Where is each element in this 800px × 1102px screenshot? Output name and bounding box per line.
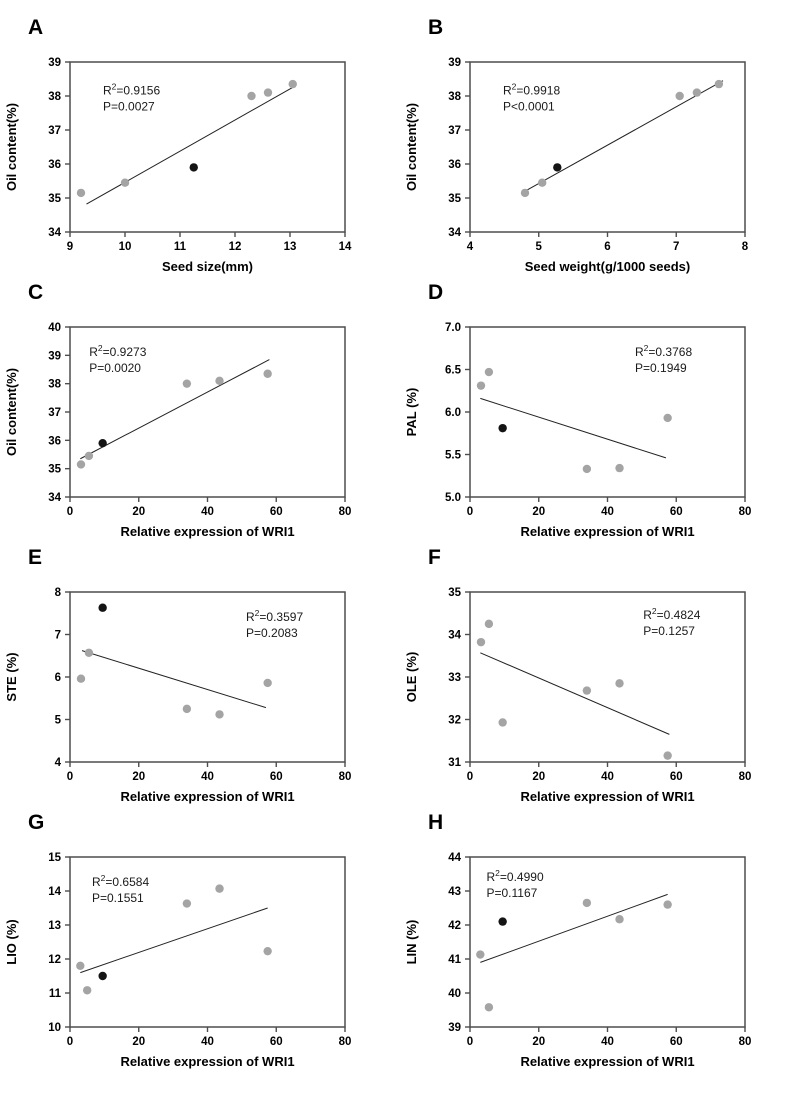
y-tick-label: 35 xyxy=(448,193,461,205)
x-axis-title: Relative expression of WRI1 xyxy=(120,1054,295,1069)
scatter-chart-D xyxy=(400,305,800,542)
data-point-black xyxy=(498,424,506,432)
data-point-gray xyxy=(538,179,546,187)
x-tick-label: 4 xyxy=(466,241,474,253)
x-tick-label: 60 xyxy=(269,771,283,783)
y-tick-label: 40 xyxy=(48,322,61,334)
x-axis-title: Seed weight(g/1000 seeds) xyxy=(524,259,691,274)
panel-letter: C xyxy=(28,281,44,304)
plot-frame xyxy=(470,592,745,762)
y-tick-label: 36 xyxy=(448,159,461,171)
x-axis-title: Relative expression of WRI1 xyxy=(120,789,295,804)
panel-letter: H xyxy=(428,811,444,834)
data-point-gray xyxy=(477,381,485,389)
data-point-black xyxy=(190,163,198,171)
x-tick-label: 40 xyxy=(201,771,214,783)
p-value-annotation: P=0.1949 xyxy=(635,360,687,375)
y-tick-label: 6.0 xyxy=(445,407,461,419)
data-point-gray xyxy=(615,915,623,923)
data-point-gray xyxy=(263,370,271,378)
x-tick-label: 80 xyxy=(338,771,352,783)
data-point-gray xyxy=(583,686,591,694)
panel-letter: E xyxy=(28,546,43,569)
y-tick-label: 36 xyxy=(48,435,61,448)
panel-letter: D xyxy=(428,281,444,304)
data-point-gray xyxy=(289,80,297,88)
x-tick-label: 6 xyxy=(604,241,611,253)
data-point-gray xyxy=(215,377,223,385)
x-tick-label: 80 xyxy=(738,771,752,783)
x-tick-label: 12 xyxy=(228,241,242,253)
data-point-gray xyxy=(183,899,191,907)
x-tick-label: 7 xyxy=(673,241,680,253)
y-tick-label: 37 xyxy=(448,125,461,137)
panel-H xyxy=(400,807,800,1072)
data-point-gray xyxy=(715,80,723,88)
x-tick-label: 9 xyxy=(66,241,74,253)
y-tick-label: 35 xyxy=(48,463,61,476)
x-tick-label: 40 xyxy=(601,506,614,518)
y-tick-label: 4 xyxy=(54,757,61,769)
y-tick-label: 36 xyxy=(48,159,61,171)
r-squared-annotation: $R^2=0.9156$ xyxy=(103,81,161,98)
data-point-gray xyxy=(663,900,671,908)
x-tick-label: 5 xyxy=(535,241,542,253)
data-point-gray xyxy=(485,1003,493,1011)
panel-F xyxy=(400,542,800,807)
y-tick-label: 44 xyxy=(448,852,461,864)
panel-B xyxy=(400,12,800,277)
data-point-gray xyxy=(83,986,91,994)
y-tick-label: 37 xyxy=(48,407,61,419)
p-value-annotation: P=0.1257 xyxy=(643,624,695,639)
panel-A xyxy=(0,12,400,277)
y-tick-label: 34 xyxy=(448,227,461,239)
y-tick-label: 7 xyxy=(54,629,61,642)
x-tick-label: 40 xyxy=(201,506,214,518)
data-point-gray xyxy=(77,189,85,197)
y-axis-title: Oil content(%) xyxy=(4,102,19,192)
x-axis-title: Relative expression of WRI1 xyxy=(520,524,695,539)
y-tick-label: 15 xyxy=(48,852,61,864)
y-axis-title: LIO (%) xyxy=(4,919,19,965)
y-tick-label: 43 xyxy=(448,886,461,898)
data-point-gray xyxy=(583,899,591,907)
data-point-gray xyxy=(583,465,591,473)
panel-C xyxy=(0,277,400,542)
data-point-black xyxy=(98,604,106,612)
x-tick-label: 0 xyxy=(66,1036,74,1048)
x-tick-label: 8 xyxy=(741,241,749,253)
data-point-gray xyxy=(263,679,271,687)
x-tick-label: 20 xyxy=(132,506,146,518)
plot-frame xyxy=(70,592,345,762)
scatter-chart-H xyxy=(400,835,800,1072)
data-point-gray xyxy=(77,460,85,468)
y-tick-label: 12 xyxy=(48,954,61,966)
data-point-gray xyxy=(183,705,191,713)
y-axis-title: OLE (%) xyxy=(404,651,419,703)
panel-G xyxy=(0,807,400,1072)
panel-letter: G xyxy=(28,811,45,834)
data-point-gray xyxy=(85,649,93,657)
p-value-annotation: P=0.0020 xyxy=(89,360,141,375)
y-axis-title: STE (%) xyxy=(4,652,19,702)
data-point-gray xyxy=(485,620,493,628)
p-value-annotation: P=0.1551 xyxy=(92,890,144,905)
x-tick-label: 13 xyxy=(283,241,297,253)
y-tick-label: 33 xyxy=(448,672,461,684)
y-tick-label: 13 xyxy=(48,920,61,932)
x-axis-title: Relative expression of WRI1 xyxy=(120,524,295,539)
p-value-annotation: P<0.0001 xyxy=(503,99,555,114)
y-axis-title: LIN (%) xyxy=(404,919,419,965)
data-point-gray xyxy=(85,452,93,460)
x-tick-label: 80 xyxy=(338,1036,352,1048)
x-tick-label: 10 xyxy=(118,241,132,253)
data-point-gray xyxy=(215,884,223,892)
data-point-gray xyxy=(264,88,272,96)
r-squared-annotation: $R^2=0.9918$ xyxy=(503,81,561,98)
data-point-gray xyxy=(215,710,223,718)
x-tick-label: 40 xyxy=(601,1036,614,1048)
x-tick-label: 60 xyxy=(669,771,683,783)
r-squared-annotation: $R^2=0.3597$ xyxy=(246,607,304,624)
data-point-gray xyxy=(615,679,623,687)
y-axis-title: Oil content(%) xyxy=(404,102,419,192)
data-point-gray xyxy=(183,379,191,387)
y-tick-label: 38 xyxy=(48,378,61,391)
y-tick-label: 39 xyxy=(448,57,461,69)
x-tick-label: 14 xyxy=(338,241,352,253)
data-point-gray xyxy=(476,950,484,958)
x-tick-label: 60 xyxy=(269,506,283,518)
panel-letter: A xyxy=(28,16,44,39)
y-axis-title: PAL (%) xyxy=(404,387,419,437)
y-tick-label: 5 xyxy=(54,714,61,727)
x-tick-label: 20 xyxy=(132,771,146,783)
scatter-chart-E xyxy=(0,570,400,807)
x-tick-label: 40 xyxy=(201,1036,214,1048)
x-axis-title: Relative expression of WRI1 xyxy=(520,1054,695,1069)
y-tick-label: 37 xyxy=(48,125,61,137)
data-point-gray xyxy=(663,414,671,422)
y-tick-label: 5.5 xyxy=(445,449,461,462)
r-squared-annotation: $R^2=0.4824$ xyxy=(643,606,701,623)
x-tick-label: 0 xyxy=(66,506,74,518)
data-point-gray xyxy=(76,962,84,970)
p-value-annotation: P=0.0027 xyxy=(103,99,155,114)
x-tick-label: 0 xyxy=(466,771,474,783)
regression-line xyxy=(480,653,669,735)
x-tick-label: 20 xyxy=(532,506,546,518)
x-axis-title: Seed size(mm) xyxy=(161,259,254,274)
scatter-chart-F xyxy=(400,570,800,807)
regression-line xyxy=(480,894,667,962)
data-point-gray xyxy=(77,675,85,683)
data-point-gray xyxy=(477,638,485,646)
data-point-gray xyxy=(247,92,255,100)
r-squared-annotation: $R^2=0.6584$ xyxy=(92,872,150,889)
y-tick-label: 11 xyxy=(48,988,61,1000)
y-tick-label: 8 xyxy=(54,587,61,599)
x-tick-label: 60 xyxy=(269,1036,283,1048)
x-tick-label: 60 xyxy=(669,1036,683,1048)
data-point-gray xyxy=(485,368,493,376)
regression-line xyxy=(82,651,266,708)
x-tick-label: 80 xyxy=(338,506,352,518)
x-tick-label: 0 xyxy=(466,1036,474,1048)
y-tick-label: 39 xyxy=(48,57,61,69)
x-axis-title: Relative expression of WRI1 xyxy=(520,789,695,804)
data-point-black xyxy=(498,917,506,925)
x-tick-label: 80 xyxy=(738,506,752,518)
x-tick-label: 11 xyxy=(173,241,187,253)
x-tick-label: 40 xyxy=(601,771,614,783)
data-point-black xyxy=(553,163,561,171)
data-point-black xyxy=(98,439,106,447)
y-tick-label: 7.0 xyxy=(445,322,461,334)
scatter-chart-A xyxy=(0,40,400,277)
r-squared-annotation: $R^2=0.4990$ xyxy=(486,867,544,884)
y-tick-label: 35 xyxy=(48,193,61,205)
y-tick-label: 39 xyxy=(448,1022,461,1034)
y-tick-label: 38 xyxy=(48,91,61,103)
y-tick-label: 6 xyxy=(54,672,61,684)
y-tick-label: 10 xyxy=(48,1022,61,1034)
panel-E xyxy=(0,542,400,807)
y-tick-label: 38 xyxy=(448,91,461,103)
p-value-annotation: P=0.2083 xyxy=(246,625,298,640)
x-tick-label: 60 xyxy=(669,506,683,518)
y-tick-label: 40 xyxy=(448,988,461,1000)
panel-letter: B xyxy=(428,16,444,39)
y-tick-label: 39 xyxy=(48,350,61,363)
y-tick-label: 34 xyxy=(48,227,61,239)
data-point-gray xyxy=(675,92,683,100)
x-tick-label: 0 xyxy=(66,771,74,783)
y-tick-label: 34 xyxy=(448,629,461,642)
y-tick-label: 41 xyxy=(448,954,461,966)
regression-line xyxy=(80,908,267,973)
r-squared-annotation: $R^2=0.9273$ xyxy=(89,342,147,359)
data-point-gray xyxy=(263,947,271,955)
p-value-annotation: P=0.1167 xyxy=(486,885,538,900)
data-point-gray xyxy=(121,179,129,187)
plot-frame xyxy=(470,327,745,497)
y-tick-label: 32 xyxy=(448,714,461,727)
y-tick-label: 6.5 xyxy=(445,364,461,377)
data-point-gray xyxy=(521,189,529,197)
scatter-chart-C xyxy=(0,305,400,542)
y-tick-label: 14 xyxy=(48,886,61,898)
data-point-black xyxy=(98,972,106,980)
scatter-chart-B xyxy=(400,40,800,277)
data-point-gray xyxy=(693,88,701,96)
x-tick-label: 0 xyxy=(466,506,474,518)
y-tick-label: 31 xyxy=(448,757,461,769)
x-tick-label: 20 xyxy=(532,1036,546,1048)
scatter-chart-G xyxy=(0,835,400,1072)
data-point-gray xyxy=(498,718,506,726)
y-tick-label: 5.0 xyxy=(445,492,461,504)
panel-D xyxy=(400,277,800,542)
y-axis-title: Oil content(%) xyxy=(4,367,19,457)
r-squared-annotation: $R^2=0.3768$ xyxy=(635,342,693,359)
x-tick-label: 80 xyxy=(738,1036,752,1048)
y-tick-label: 42 xyxy=(448,920,461,932)
x-tick-label: 20 xyxy=(532,771,546,783)
y-tick-label: 35 xyxy=(448,587,461,599)
regression-line xyxy=(480,398,666,458)
x-tick-label: 20 xyxy=(132,1036,146,1048)
y-tick-label: 34 xyxy=(48,492,61,504)
panel-letter: F xyxy=(428,546,441,569)
data-point-gray xyxy=(663,751,671,759)
data-point-gray xyxy=(615,464,623,472)
